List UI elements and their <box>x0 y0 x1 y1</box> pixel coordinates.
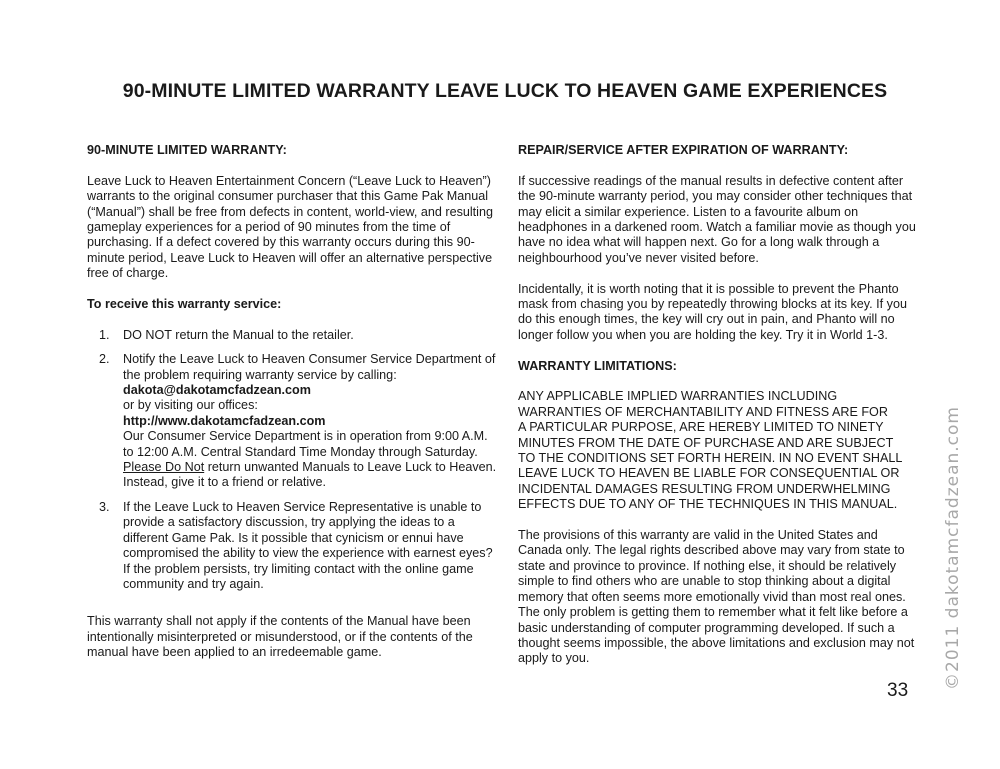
service-url: http://www.dakotamcfadzean.com <box>123 413 326 428</box>
service-steps-list <box>87 328 497 593</box>
service-email: dakota@dakotamcfadzean.com <box>123 383 311 398</box>
please-do-not-text: Please Do Not <box>123 460 205 475</box>
list-item-text: or by visiting our offices: <box>123 398 258 413</box>
copyright-watermark: ©2011 dakotamcfadzean.com <box>943 406 963 690</box>
list-item-number: 1. <box>99 327 110 342</box>
limitations-heading: WARRANTY LIMITATIONS: <box>518 358 677 373</box>
limitations-line: A PARTICULAR PURPOSE, ARE HEREBY LIMITED TO NINETY <box>518 420 884 435</box>
list-item <box>87 328 497 343</box>
phanto-paragraph: Incidentally, it is worth noting that it is possible to prevent the Phanto mask from chasing you by repeatedly throwing blocks at its key. If you do this enough times, the key will cry out in pain, and Phanto will no longer follow you when you are holding the key. Try it in World 1-3. <box>518 281 907 342</box>
limitations-line: ANY APPLICABLE IMPLIED WARRANTIES INCLUDING <box>518 389 838 404</box>
warranty-intro: Leave Luck to Heaven Entertainment Concern (“Leave Luck to Heaven”) warrants to the original consumer purchaser that this Game Pak Manual (“Manual”) shall be free from defects in content, world-view, and resulting gameplay experiences for a period of 90 minutes from the time of purchasing. If a defect covered by this warranty occurs during this 90-minute period, Leave Luck to Heaven will offer an alternative perspective free of charge. <box>87 173 493 281</box>
limitations-line: LEAVE LUCK TO HEAVEN BE LIABLE FOR CONSEQUENTIAL OR <box>518 466 900 481</box>
page-number: 33 <box>887 680 909 701</box>
service-heading: To receive this warranty service: <box>87 297 282 312</box>
warranty-exclusion: This warranty shall not apply if the contents of the Manual have been intentionally misinterpreted or misunderstood, or if the contents of the manual have been applied to an irredeemable game. <box>87 614 473 660</box>
list-item-text: Our Consumer Service Department is in operation from 9:00 A.M. to 12:00 A.M. Central Standard Time Monday through Saturday. <box>123 429 488 459</box>
list-item-number: 3. <box>99 499 110 514</box>
list-item-text: DO NOT return the Manual to the retailer. <box>123 327 354 342</box>
limitations-line: TO THE CONDITIONS SET FORTH HEREIN. IN NO EVENT SHALL <box>518 451 903 466</box>
list-item-body <box>123 352 497 491</box>
limitations-line: EFFECTS DUE TO ANY OF THE TECHNIQUES IN THIS MANUAL. <box>518 497 898 512</box>
limitations-line: WARRANTIES OF MERCHANTABILITY AND FITNESS ARE FOR <box>518 404 888 419</box>
list-item <box>87 500 497 592</box>
list-item-text: If the Leave Luck to Heaven Service Representative is unable to provide a satisfactory discussion, try applying the ideas to a different Game Pak. Is it possible that cynicism or ennui have compromised the ability to view the experience with earnest eyes? If the problem persists, try limiting contact with the online game community and try again. <box>123 499 493 591</box>
list-item <box>87 352 497 491</box>
list-item-text: return unwanted Manuals to Leave Luck to Heaven. Instead, give it to a friend or relative. <box>123 460 497 490</box>
left-column <box>87 143 497 676</box>
right-column <box>518 143 923 682</box>
provisions-paragraph: The provisions of this warranty are valid in the United States and Canada only. The legal rights described above may vary from state to state and province to province. If nothing else, it should be relatively simple to find others who are unable to stop thinking about a digital memory that often seems more emotionally vivid than most real ones. The only problem is getting them to remember what it felt like before a basic understanding of computer programming developed. If such a thought seems impossible, the above limitations and exclusion may not apply to you. <box>518 528 915 666</box>
limitations-line: INCIDENTAL DAMAGES RESULTING FROM UNDERWHELMING <box>518 481 891 496</box>
limitations-line: MINUTES FROM THE DATE OF PURCHASE AND ARE SUBJECT <box>518 435 894 450</box>
list-item-number: 2. <box>99 352 110 367</box>
repair-heading: REPAIR/SERVICE AFTER EXPIRATION OF WARRANTY: <box>518 143 849 157</box>
repair-paragraph: If successive readings of the manual results in defective content after the 90-minute warranty period, you may consider other techniques that may elicit a similar experience. Listen to a favourite album on headphones in a darkened room. Watch a familiar movie as though you have no idea what will happen next. Go for a long walk through a neighbourhood you’ve never visited before. <box>518 173 916 265</box>
page-title: 90-MINUTE LIMITED WARRANTY LEAVE LUCK TO HEAVEN GAME EXPERIENCES <box>122 80 888 102</box>
warranty-heading: 90-MINUTE LIMITED WARRANTY: <box>87 143 287 157</box>
list-item-text: Notify the Leave Luck to Heaven Consumer Service Department of the problem requiring warranty service by calling: <box>123 352 496 382</box>
limitations-block <box>518 389 923 512</box>
